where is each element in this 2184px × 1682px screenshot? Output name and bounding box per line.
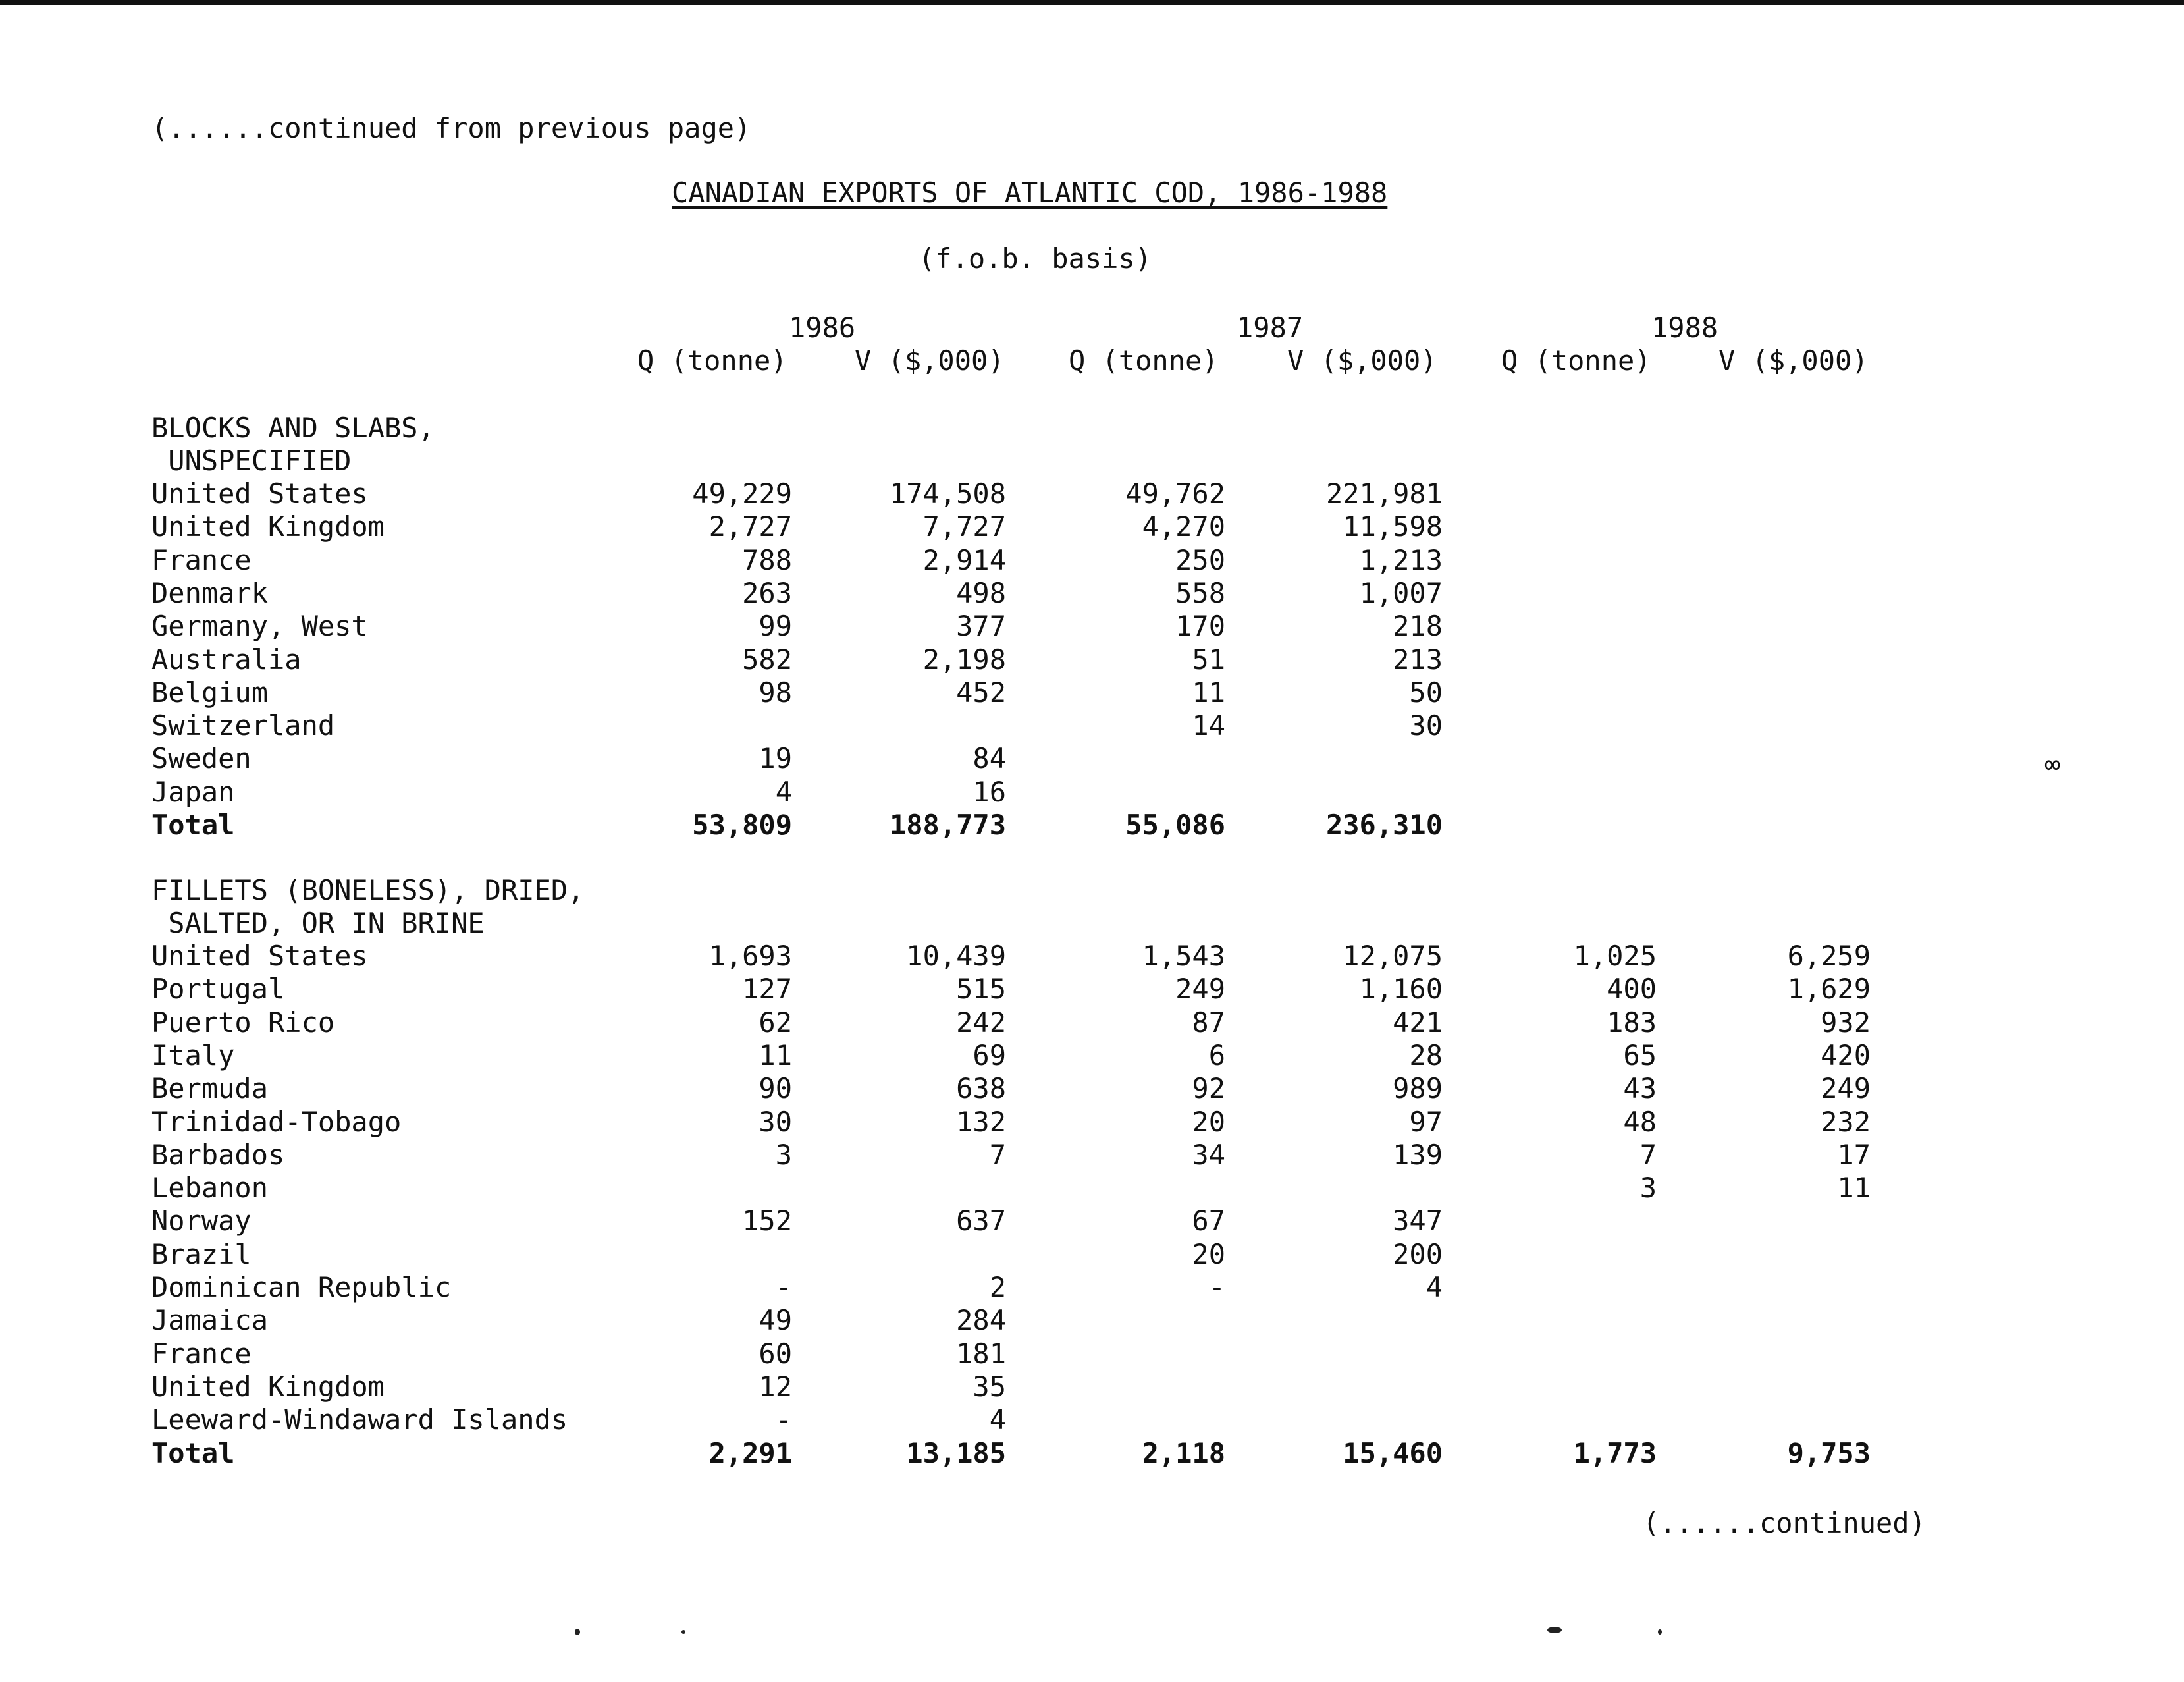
cell-v1987: 50 <box>1409 676 1443 709</box>
scan-speck <box>575 1629 580 1635</box>
total-cell-v1986: 188,773 <box>889 809 1006 841</box>
col-header-v-1987: V ($,000) <box>1287 344 1437 377</box>
row-label: France <box>151 1338 252 1370</box>
row-label: Jamaica <box>151 1304 269 1336</box>
cell-q1986: 12 <box>759 1370 792 1403</box>
cell-v1986: 242 <box>956 1006 1006 1039</box>
total-cell-q1986: 53,809 <box>692 809 792 841</box>
cell-q1988: 7 <box>1639 1139 1657 1171</box>
row-label: France <box>151 544 252 576</box>
row-label: Trinidad-Tobago <box>151 1106 402 1138</box>
cell-q1986: 1,693 <box>708 940 792 972</box>
cell-q1987: 249 <box>1175 973 1225 1005</box>
cell-q1986: 152 <box>742 1205 792 1237</box>
cell-q1986: 4 <box>775 776 792 808</box>
scan-speck <box>681 1630 685 1634</box>
total-cell-v1986: 13,185 <box>906 1437 1006 1469</box>
cell-v1986: 4 <box>989 1403 1006 1436</box>
row-label: Belgium <box>151 676 269 709</box>
total-cell-v1987: 15,460 <box>1343 1437 1443 1469</box>
cell-q1987: 14 <box>1192 709 1225 742</box>
col-header-q-1986: Q (tonne) <box>637 344 787 377</box>
cell-q1986: 99 <box>759 610 792 642</box>
cell-v1988: 6,259 <box>1787 940 1871 972</box>
continued-from-note: (......continued from previous page) <box>151 112 751 144</box>
cell-v1986: 181 <box>956 1338 1006 1370</box>
cell-v1986: 452 <box>956 676 1006 709</box>
cell-q1986: 90 <box>759 1072 792 1104</box>
cell-q1986: 788 <box>742 544 792 576</box>
section-heading-fillets-line2: SALTED, OR IN BRINE <box>151 907 485 939</box>
cell-v1988: 1,629 <box>1787 973 1871 1005</box>
row-label: Brazil <box>151 1238 252 1270</box>
continued-note: (......continued) <box>1643 1507 1926 1539</box>
cell-v1988: 17 <box>1837 1139 1871 1171</box>
col-header-q-1988: Q (tonne) <box>1501 344 1651 377</box>
cell-q1986: 263 <box>742 577 792 609</box>
scan-speck <box>1658 1629 1662 1635</box>
cell-q1987: 87 <box>1192 1006 1225 1039</box>
total-cell-q1988: 1,773 <box>1573 1437 1657 1469</box>
cell-v1988: 420 <box>1821 1039 1871 1072</box>
cell-q1987: 34 <box>1192 1139 1225 1171</box>
cell-q1987: 51 <box>1192 643 1225 676</box>
cell-q1986: 98 <box>759 676 792 709</box>
cell-v1986: 637 <box>956 1205 1006 1237</box>
cell-v1986: 515 <box>956 973 1006 1005</box>
row-label: Barbados <box>151 1139 285 1171</box>
cell-q1986: - <box>775 1403 792 1436</box>
cell-q1988: 400 <box>1607 973 1657 1005</box>
cell-q1987: 6 <box>1208 1039 1225 1072</box>
cell-v1986: 16 <box>972 776 1006 808</box>
cell-v1986: 35 <box>972 1370 1006 1403</box>
cell-q1987: 1,543 <box>1142 940 1225 972</box>
top-border-line <box>0 0 2184 5</box>
cell-v1986: 174,508 <box>889 477 1006 510</box>
total-cell-q1987: 55,086 <box>1125 809 1225 841</box>
cell-v1986: 10,439 <box>906 940 1006 972</box>
cell-v1987: 989 <box>1393 1072 1443 1104</box>
row-label: Denmark <box>151 577 269 609</box>
row-label: United Kingdom <box>151 510 385 543</box>
total-row-label: Total <box>151 809 235 841</box>
cell-q1988: 1,025 <box>1573 940 1657 972</box>
row-label: Italy <box>151 1039 235 1072</box>
cell-v1987: 200 <box>1393 1238 1443 1270</box>
row-label: Bermuda <box>151 1072 269 1104</box>
cell-q1986: 62 <box>759 1006 792 1039</box>
cell-q1987: 4,270 <box>1142 510 1225 543</box>
cell-v1987: 347 <box>1393 1205 1443 1237</box>
cell-q1988: 183 <box>1607 1006 1657 1039</box>
row-label: United States <box>151 940 368 972</box>
col-header-v-1988: V ($,000) <box>1718 344 1869 377</box>
cell-v1986: 2 <box>989 1271 1006 1303</box>
row-label: Norway <box>151 1205 252 1237</box>
cell-v1987: 11,598 <box>1343 510 1443 543</box>
total-cell-v1988: 9,753 <box>1787 1437 1871 1469</box>
row-label: United States <box>151 477 368 510</box>
cell-q1986: 127 <box>742 973 792 1005</box>
cell-q1986: 30 <box>759 1106 792 1138</box>
cell-v1986: 284 <box>956 1304 1006 1336</box>
cell-v1986: 7 <box>989 1139 1006 1171</box>
row-label: Lebanon <box>151 1172 269 1204</box>
cell-v1986: 638 <box>956 1072 1006 1104</box>
cell-q1987: - <box>1208 1271 1225 1303</box>
cell-q1987: 20 <box>1192 1238 1225 1270</box>
cell-q1986: 3 <box>775 1139 792 1171</box>
cell-q1987: 558 <box>1175 577 1225 609</box>
row-label: Germany, West <box>151 610 368 642</box>
cell-q1987: 20 <box>1192 1106 1225 1138</box>
year-1986: 1986 <box>789 312 856 344</box>
cell-v1988: 932 <box>1821 1006 1871 1039</box>
col-header-v-1986: V ($,000) <box>855 344 1005 377</box>
cell-v1986: 2,198 <box>922 643 1006 676</box>
cell-v1986: 69 <box>972 1039 1006 1072</box>
cell-v1987: 97 <box>1409 1106 1443 1138</box>
cell-q1986: 49,229 <box>692 477 792 510</box>
cell-q1986: 2,727 <box>708 510 792 543</box>
cell-q1987: 250 <box>1175 544 1225 576</box>
section-heading-blocks: BLOCKS AND SLABS, <box>151 412 435 444</box>
cell-v1986: 498 <box>956 577 1006 609</box>
row-label: Leeward-Windaward Islands <box>151 1403 568 1436</box>
scan-speck <box>1547 1627 1562 1633</box>
cell-v1986: 132 <box>956 1106 1006 1138</box>
cell-q1988: 3 <box>1639 1172 1657 1204</box>
total-cell-q1986: 2,291 <box>708 1437 792 1469</box>
cell-v1987: 1,213 <box>1359 544 1443 576</box>
cell-v1987: 1,160 <box>1359 973 1443 1005</box>
cell-v1987: 4 <box>1425 1271 1443 1303</box>
cell-q1986: 11 <box>759 1039 792 1072</box>
cell-v1987: 28 <box>1409 1039 1443 1072</box>
cell-q1987: 11 <box>1192 676 1225 709</box>
cell-q1986: - <box>775 1271 792 1303</box>
row-label: Sweden <box>151 742 252 774</box>
row-label: Australia <box>151 643 302 676</box>
row-label: Dominican Republic <box>151 1271 452 1303</box>
cell-v1986: 84 <box>972 742 1006 774</box>
section-heading-fillets: FILLETS (BONELESS), DRIED, <box>151 874 585 906</box>
page-subtitle: (f.o.b. basis) <box>919 242 1152 275</box>
total-row-label: Total <box>151 1437 235 1469</box>
cell-v1987: 30 <box>1409 709 1443 742</box>
cell-q1986: 60 <box>759 1338 792 1370</box>
cell-v1987: 213 <box>1393 643 1443 676</box>
cell-q1986: 19 <box>759 742 792 774</box>
total-cell-v1987: 236,310 <box>1325 809 1443 841</box>
cell-v1987: 218 <box>1393 610 1443 642</box>
year-1988: 1988 <box>1651 312 1718 344</box>
cell-v1986: 2,914 <box>922 544 1006 576</box>
row-label: Switzerland <box>151 709 335 742</box>
cell-q1987: 170 <box>1175 610 1225 642</box>
cell-v1987: 421 <box>1393 1006 1443 1039</box>
cell-v1988: 249 <box>1821 1072 1871 1104</box>
cell-q1988: 65 <box>1623 1039 1657 1072</box>
row-label: Portugal <box>151 973 285 1005</box>
cell-q1987: 49,762 <box>1125 477 1225 510</box>
cell-v1987: 1,007 <box>1359 577 1443 609</box>
page-title: CANADIAN EXPORTS OF ATLANTIC COD, 1986-1988 <box>672 176 1388 209</box>
row-label: Puerto Rico <box>151 1006 335 1039</box>
row-label: Japan <box>151 776 235 808</box>
cell-v1986: 377 <box>956 610 1006 642</box>
section-heading-blocks-line2: UNSPECIFIED <box>151 445 352 477</box>
cell-v1988: 11 <box>1837 1172 1871 1204</box>
cell-v1987: 12,075 <box>1343 940 1443 972</box>
margin-mark: ∞ <box>2044 749 2061 780</box>
row-label: United Kingdom <box>151 1370 385 1403</box>
cell-q1988: 48 <box>1623 1106 1657 1138</box>
cell-q1986: 582 <box>742 643 792 676</box>
cell-v1988: 232 <box>1821 1106 1871 1138</box>
cell-v1987: 221,981 <box>1325 477 1443 510</box>
cell-q1987: 67 <box>1192 1205 1225 1237</box>
cell-q1987: 92 <box>1192 1072 1225 1104</box>
cell-v1986: 7,727 <box>922 510 1006 543</box>
year-1987: 1987 <box>1237 312 1304 344</box>
cell-q1988: 43 <box>1623 1072 1657 1104</box>
total-cell-q1987: 2,118 <box>1142 1437 1225 1469</box>
col-header-q-1987: Q (tonne) <box>1069 344 1219 377</box>
cell-q1986: 49 <box>759 1304 792 1336</box>
cell-v1987: 139 <box>1393 1139 1443 1171</box>
